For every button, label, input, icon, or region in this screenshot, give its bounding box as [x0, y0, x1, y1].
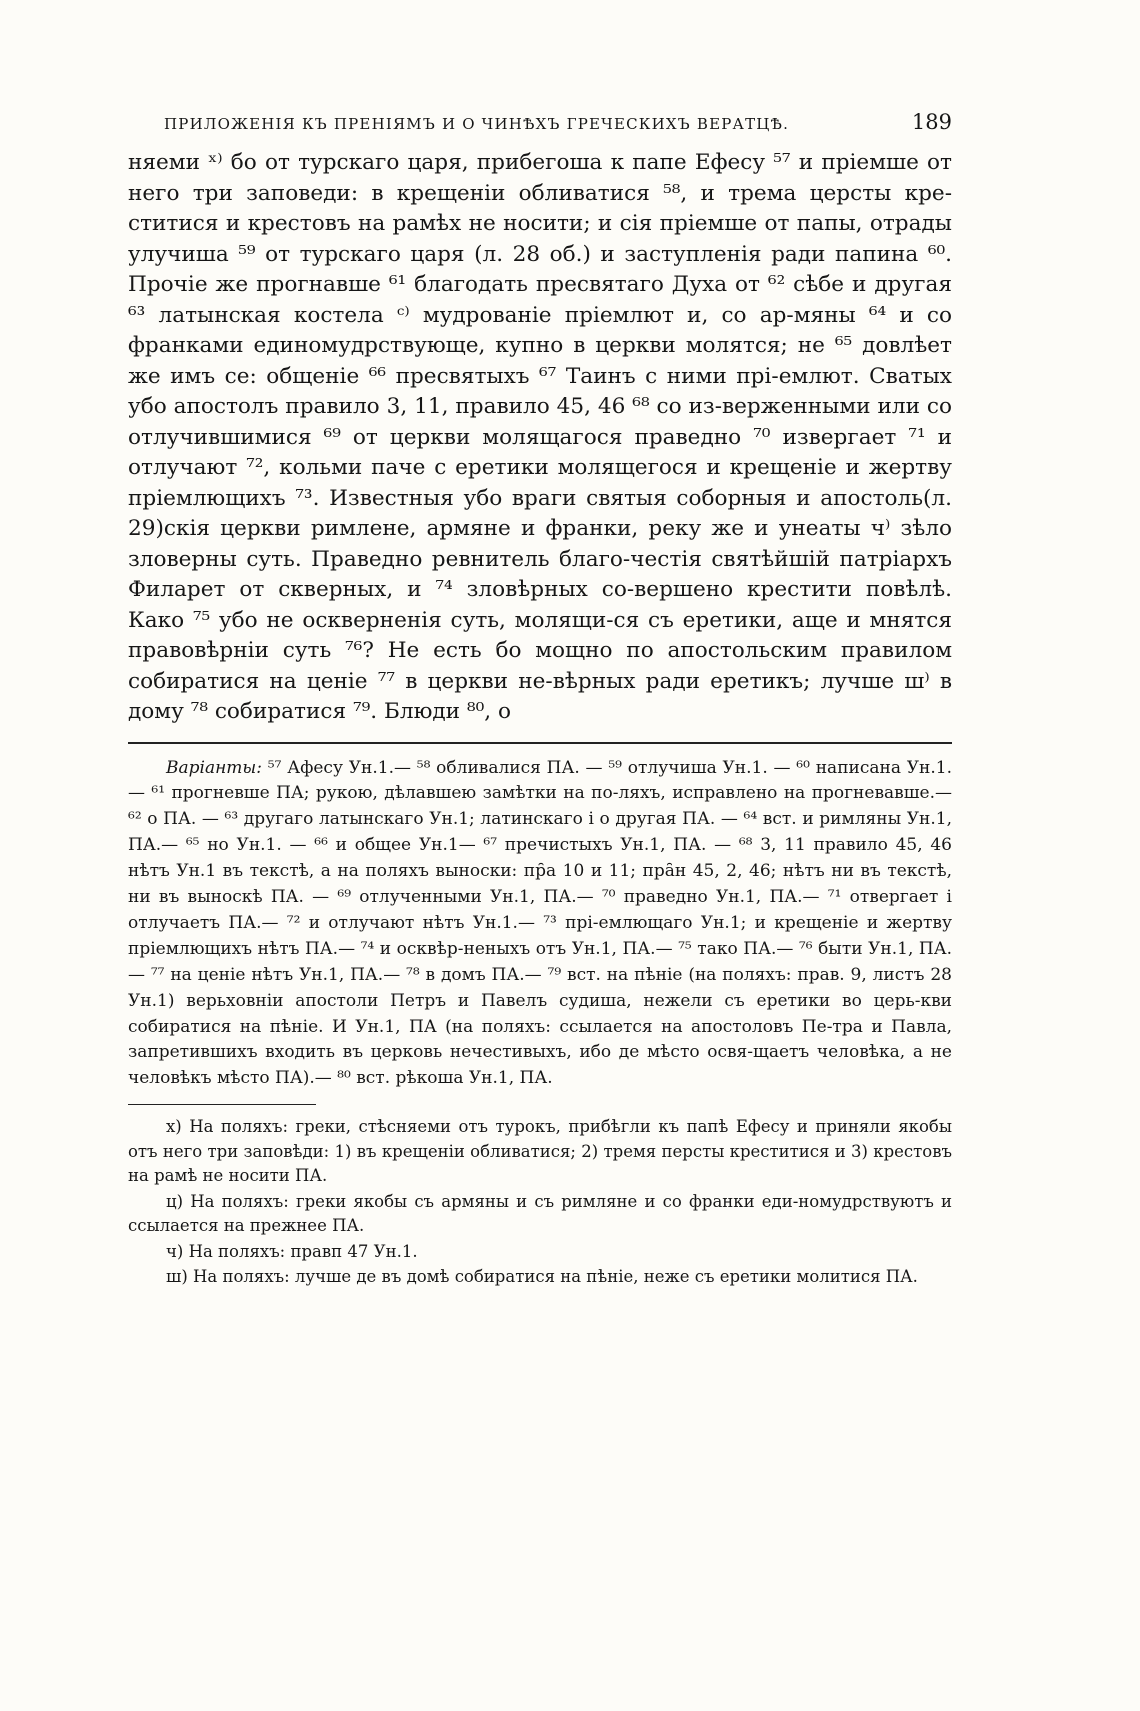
variants-lead: Варіанты:: [166, 757, 262, 778]
variants-block: [128, 756, 952, 1093]
footnote-sh: ш) На поляхъ: лучше де въ домѣ собиратися на пѣніе, неже съ еретики молитися ПА.: [166, 1267, 918, 1287]
footnote-divider: [128, 1104, 316, 1105]
main-text: няеми ˣ⁾ бо от турскаго царя, прибегоша к папе Ефесу ⁵⁷ и пріемше от него три заповеди: в крещеніи обливатися ⁵⁸, и трема церсты кре-ститися и крестовъ на рамѣх не носити; и сія пріемше от папы, отрады улучиша ⁵⁹ от турскаго царя (л. 28 об.) и заступленія ради папина ⁶⁰. Прочіе же прогнавше ⁶¹ благодать пресвятаго Духа от ⁶² сѣбе и другая ⁶³ латынская костела ᶜ⁾ мудрованіе пріемлют и, со ар-мяны ⁶⁴ и со франками единомудрствующе, купно в церкви молятся; не ⁶⁵ довлѣет же имъ се: общеніе ⁶⁶ пресвятыхъ ⁶⁷ Таинъ с ними прі-емлют. Сватых убо апостолъ правило 3, 11, правило 45, 46 ⁶⁸ со из-верженными или со отлучившимися ⁶⁹ от церкви молящагося праведно ⁷⁰ извергает ⁷¹ и отлучают ⁷², кольми паче с еретики молящегося и крещеніе и жертву пріемлющихъ ⁷³. Известныя убо враги святыя соборныя и апостоль(л. 29)скія церкви римлене, армяне и франки, реку же и унеаты ч⁾ зѣло зловерны суть. Праведно ревнитель благо-честія святѣйшій патріархъ Филарет от скверных, и ⁷⁴ зловѣрных со-вершено крестити повѣлѣ. Како ⁷⁵ убо не оскверненія суть, молящи-ся съ еретики, аще и мнятся правовѣрніи суть ⁷⁶? Не есть бо мощно по апостольским правилом собиратися на ценіе ⁷⁷ в церкви не-вѣрных ради еретикъ; лучше ш⁾ в дому ⁷⁸ собиратися ⁷⁹. Блюди ⁸⁰, о: [128, 150, 952, 724]
running-title: ПРИЛОЖЕНІЯ КЪ ПРЕНІЯМЪ И О ЧИНѢХЪ ГРЕЧЕСКИХЪ ВЕРАТЦѢ.: [164, 115, 790, 133]
variants-text: ⁵⁷ Афесу Ун.1.— ⁵⁸ обливалися ПА. — ⁵⁹ отлучиша Ун.1. — ⁶⁰ написана Ун.1. — ⁶¹ прогневше ПА; рукою, дѣлавшею замѣтки на по-ляхъ, исправлено на прогневавше.— ⁶² о ПА. — ⁶³ другаго латынскаго Ун.1; латинскаго і о другая ПА. — ⁶⁴ вст. и римляны Ун.1, ПА.— ⁶⁵ но Ун.1. — ⁶⁶ и общее Ун.1— ⁶⁷ пречистыхъ Ун.1, ПА. — ⁶⁸ 3, 11 правило 45, 46 нѣтъ Ун.1 въ текстѣ, а на поляхъ выноски: пр̑а 10 и 11; пра̑н 45, 2, 46; нѣтъ ни въ текстѣ, ни въ выноскѣ ПА. — ⁶⁹ отлученными Ун.1, ПА.— ⁷⁰ праведно Ун.1, ПА.— ⁷¹ отвергает і отлучаетъ ПА.— ⁷² и отлучают нѣтъ Ун.1.— ⁷³ прі-емлющаго Ун.1; и крещеніе и жертву пріемлющихъ нѣтъ ПА.— ⁷⁴ и осквѣр-неныхъ отъ Ун.1, ПА.— ⁷⁵ тако ПА.— ⁷⁶ быти Ун.1, ПА. — ⁷⁷ на ценіе нѣтъ Ун.1, ПА.— ⁷⁸ в домъ ПА.— ⁷⁹ вст. на пѣніе (на поляхъ: прав. 9, листъ 28 Ун.1) верьховніи апостоли Петръ и Павелъ судиша, нежели съ еретики во церь-кви собиратися на пѣніе. И Ун.1, ПА (на поляхъ: ссылается на апостоловъ Пе-тра и Павла, запретившихъ входить въ церковь нечестивыхъ, ибо де мѣсто освя-щаетъ человѣка, а не человѣкъ мѣсто ПА).— ⁸⁰ вст. рѣкоша Ун.1, ПА.: [128, 757, 952, 1089]
page-number: 189: [911, 110, 952, 134]
running-head: [164, 110, 952, 134]
footnote-ch: ч) На поляхъ: правп 47 Ун.1.: [166, 1241, 418, 1261]
section-divider: [128, 742, 952, 744]
footnote-ts: ц) На поляхъ: греки якобы съ армяны и съ римляне и со франки еди-номудрствуютъ и ссылается на прежнее ПА.: [128, 1191, 952, 1236]
footnote-x: х) На поляхъ: греки, стѣсняеми отъ турокъ, прибѣгли къ папѣ Ефесу и приняли якобы отъ него три заповѣди: 1) въ крещеніи обливатися; 2) тремя персты креститися и 3) крестовъ на рамѣ не носити ПА.: [128, 1117, 952, 1186]
document-page: [128, 110, 952, 1291]
